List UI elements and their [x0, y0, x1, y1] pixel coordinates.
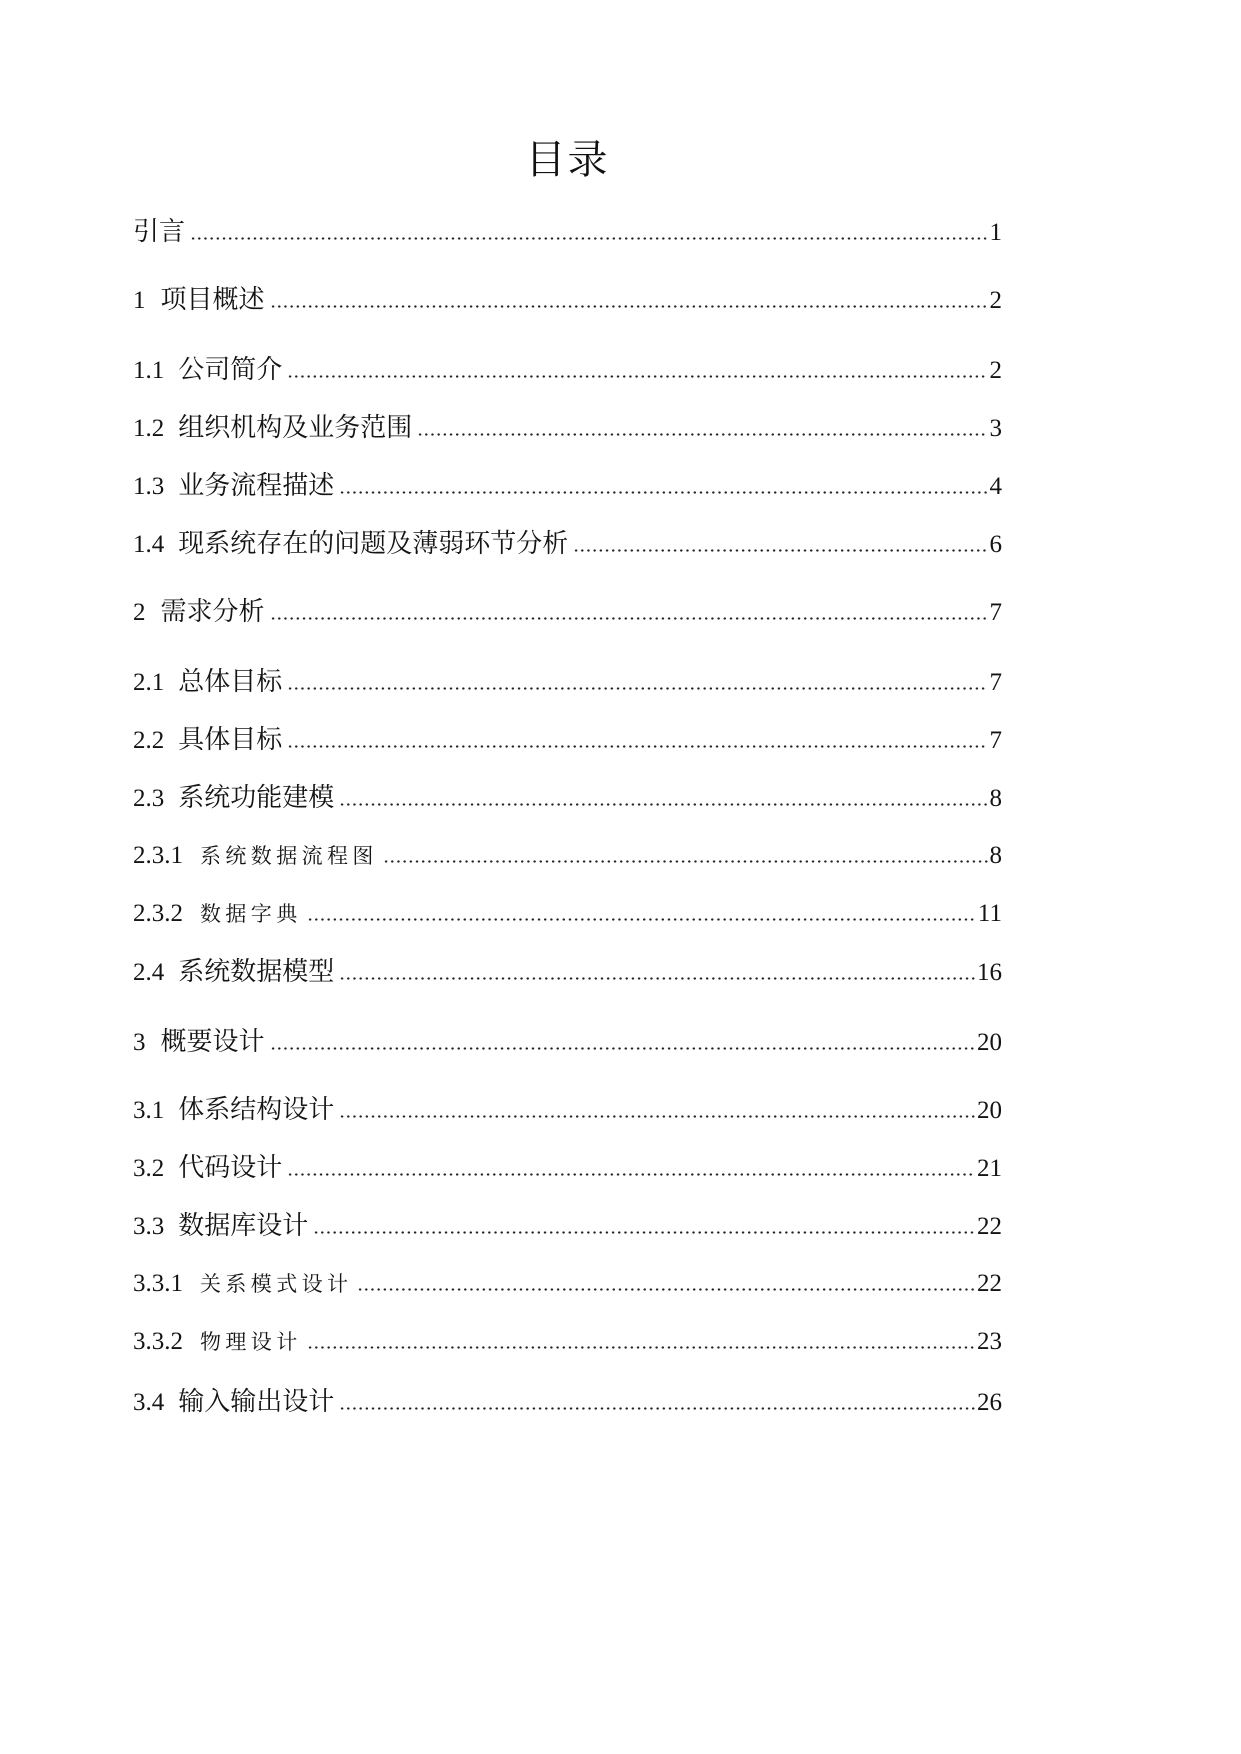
- dot-leader: [339, 1407, 975, 1410]
- toc-entry-page: 7: [989, 727, 1002, 754]
- toc-entry-1-4[interactable]: [133, 527, 1002, 561]
- dot-leader: [307, 1346, 975, 1349]
- dot-leader: [270, 305, 988, 308]
- toc-entry-1-1[interactable]: [133, 353, 1002, 387]
- toc-entry-2-2[interactable]: [133, 723, 1002, 757]
- toc-entry-1-2[interactable]: [133, 411, 1002, 445]
- toc-entry-title: 引言: [133, 217, 186, 247]
- toc-entry-3-3[interactable]: [133, 1209, 1002, 1243]
- toc-entry-page: 7: [989, 599, 1002, 626]
- toc-entry-title: 系统数据模型: [178, 957, 335, 986]
- toc-entry-page: 8: [989, 785, 1002, 812]
- toc-entry-title: 系统数据流程图: [200, 844, 378, 868]
- dot-leader: [287, 1173, 975, 1176]
- toc-entry-number: 1.1: [133, 357, 165, 384]
- toc-entry-page: 3: [989, 415, 1002, 442]
- toc-entry-number: 1: [133, 287, 146, 314]
- toc-entry-number: 1.3: [133, 473, 165, 500]
- toc-entry-title: 项目概述: [160, 285, 265, 315]
- toc-entry-page: 4: [989, 473, 1002, 500]
- toc-entry-number: 3.1: [133, 1097, 165, 1124]
- toc-entry-3-2[interactable]: [133, 1151, 1002, 1185]
- toc-entry-title: 输入输出设计: [178, 1387, 335, 1416]
- toc-entry-number: 3.3.2: [133, 1328, 183, 1355]
- dot-leader: [573, 549, 987, 552]
- toc-entry-2[interactable]: [133, 595, 1002, 629]
- toc-entry-title: 数据库设计: [178, 1211, 309, 1240]
- toc-entry-page: 22: [977, 1213, 1002, 1240]
- toc-entry-number: 3.4: [133, 1389, 165, 1416]
- dot-leader: [339, 977, 975, 980]
- toc-entry-page: 22: [977, 1270, 1002, 1297]
- toc-entry-title: 概要设计: [160, 1027, 265, 1057]
- dot-leader: [339, 1115, 975, 1118]
- toc-entry-title: 需求分析: [160, 597, 265, 627]
- toc-entry-title: 业务流程描述: [178, 471, 335, 500]
- toc-entry-2-3[interactable]: [133, 781, 1002, 815]
- toc-entry-page: 2: [989, 287, 1002, 314]
- toc-entry-title: 关系模式设计: [200, 1272, 353, 1296]
- toc-entry-page: 2: [989, 357, 1002, 384]
- toc-entry-title: 数据字典: [200, 902, 302, 926]
- toc-entry-page: 21: [977, 1155, 1002, 1182]
- toc-entry-number: 2.2: [133, 727, 165, 754]
- toc-entry-title: 公司简介: [178, 355, 283, 384]
- toc-entry-number: 1.4: [133, 531, 165, 558]
- toc-entry-number: 2.3.1: [133, 842, 183, 869]
- toc-entry-number: 2.1: [133, 669, 165, 696]
- toc-entry-number: 3.2: [133, 1155, 165, 1182]
- dot-leader: [307, 918, 976, 921]
- toc-entry-number: 3.3: [133, 1213, 165, 1240]
- toc-entry-2-3-2[interactable]: [133, 897, 1002, 931]
- toc-entry-number: 3: [133, 1029, 146, 1056]
- toc-entry-page: 26: [977, 1389, 1002, 1416]
- toc-entry-1-3[interactable]: [133, 469, 1002, 503]
- toc-entry-title: 代码设计: [178, 1153, 283, 1182]
- toc-entry-page: 16: [977, 959, 1002, 986]
- toc-entry-3[interactable]: [133, 1025, 1002, 1059]
- toc-entry-3-4[interactable]: [133, 1385, 1002, 1419]
- toc-entry-page: 7: [989, 669, 1002, 696]
- toc-entry-title: 总体目标: [178, 667, 283, 696]
- toc-entry-title: 组织机构及业务范围: [178, 413, 413, 442]
- toc-entry-number: 2.3.2: [133, 900, 183, 927]
- toc-entry-page: 20: [977, 1029, 1002, 1056]
- dot-leader: [190, 237, 987, 240]
- toc-entry-intro[interactable]: [133, 215, 1002, 249]
- dot-leader: [357, 1288, 975, 1291]
- dot-leader: [383, 860, 988, 863]
- toc-entry-3-3-2[interactable]: [133, 1325, 1002, 1359]
- toc-entry-number: 3.3.1: [133, 1270, 183, 1297]
- toc-entry-page: 6: [989, 531, 1002, 558]
- toc-entry-title: 现系统存在的问题及薄弱环节分析: [178, 529, 569, 558]
- toc-entry-page: 1: [989, 219, 1002, 246]
- toc-entry-title: 系统功能建模: [178, 783, 335, 812]
- toc-entry-3-3-1[interactable]: [133, 1267, 1002, 1301]
- toc-entry-title: 物理设计: [200, 1330, 302, 1354]
- dot-leader: [417, 433, 987, 436]
- toc-entry-3-1[interactable]: [133, 1093, 1002, 1127]
- dot-leader: [287, 745, 987, 748]
- toc-entry-title: 具体目标: [178, 725, 283, 754]
- toc-entry-2-3-1[interactable]: [133, 839, 1002, 873]
- toc-entry-page: 23: [977, 1328, 1002, 1355]
- toc-entry-page: 11: [977, 900, 1002, 927]
- dot-leader: [270, 1047, 975, 1050]
- dot-leader: [270, 617, 988, 620]
- dot-leader: [339, 491, 987, 494]
- toc-entry-title: 体系结构设计: [178, 1095, 335, 1124]
- toc-entry-1[interactable]: [133, 283, 1002, 317]
- toc-entry-number: 2.4: [133, 959, 165, 986]
- toc-entry-2-4[interactable]: [133, 955, 1002, 989]
- toc-entry-number: 1.2: [133, 415, 165, 442]
- page-title: 目录: [525, 137, 610, 183]
- dot-leader: [313, 1231, 975, 1234]
- toc-entry-page: 8: [989, 842, 1002, 869]
- dot-leader: [287, 687, 987, 690]
- toc-entry-page: 20: [977, 1097, 1002, 1124]
- toc-entry-number: 2: [133, 599, 146, 626]
- dot-leader: [287, 375, 987, 378]
- dot-leader: [339, 803, 987, 806]
- toc-entry-number: 2.3: [133, 785, 165, 812]
- toc-entry-2-1[interactable]: [133, 665, 1002, 699]
